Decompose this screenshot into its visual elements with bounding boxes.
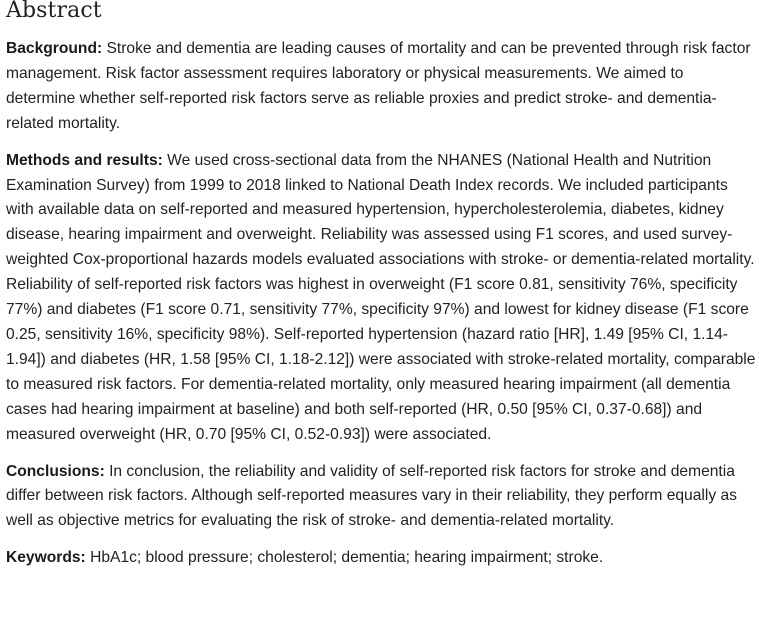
conclusions-text: In conclusion, the reliability and validity of self-reported risk factors for stroke and dementia differ between risk factors. Although self-reported measures vary in their reliability, they perform equally as well as objective metrics for evaluating the risk of stroke- and dementia-related mortality. <box>6 462 737 530</box>
background-label: Background: <box>6 40 103 57</box>
keywords-paragraph <box>6 546 759 571</box>
keywords-label: Keywords: <box>6 549 86 567</box>
conclusions-paragraph <box>6 460 759 535</box>
keywords-text: HbA1c; blood pressure; cholesterol; dementia; hearing impairment; stroke. <box>85 549 604 567</box>
methods-results-label: Methods and results: <box>6 151 163 169</box>
methods-results-paragraph <box>6 149 759 448</box>
abstract-title: Abstract <box>6 0 102 23</box>
background-paragraph <box>6 37 759 137</box>
methods-results-text: We used cross-sectional data from the NHANES (National Health and Nutrition Examination Survey) from 1999 to 2018 linked to National Death Index records. We included participants with available data on self-reported and measured hypertension, hypercholesterolemia, diabetes, kidney disease, hearing impairment and overweight. Reliability was assessed using F1 scores, and used survey-weighted Cox-proportional hazards models evaluated associations with stroke- or dementia-related mortality. Reliability of self-reported risk factors was highest in overweight (F1 score 0.81, sensitivity 76%, specificity 77%) and diabetes (F1 score 0.71, sensitivity 77%, specificity 97%) and lowest for kidney disease (F1 score 0.25, sensitivity 16%, specificity 98%). Self-reported hypertension (hazard ratio [HR], 1.49 [95% CI, 1.14-1.94]) and diabetes (HR, 1.58 [95% CI, 1.18-2.12]) were associated with stroke-related mortality, comparable to measured risk factors. For dementia-related mortality, only measured hearing impairment (all dementia cases had hearing impairment at baseline) and both self-reported (HR, 0.50 [95% CI, 0.37-0.68]) and measured overweight (HR, 0.70 [95% CI, 0.52-0.93]) were associated. <box>6 151 756 443</box>
background-text: Stroke and dementia are leading causes of mortality and can be prevented through risk factor management. Risk factor assessment requires laboratory or physical measurements. We aimed to determine whether self-reported risk factors serve as reliable proxies and predict stroke- and dementia-related mortality. <box>6 40 751 132</box>
conclusions-label: Conclusions: <box>6 462 105 480</box>
